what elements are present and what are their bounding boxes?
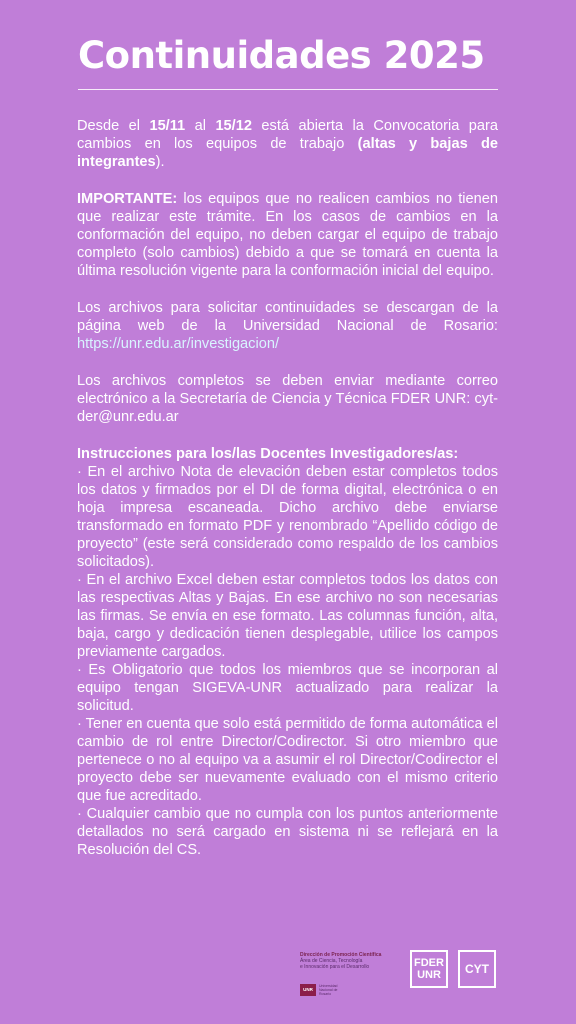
fder-unr-logo: [410, 950, 448, 988]
intro-bold-end: (altas y bajas de integrantes: [77, 136, 498, 170]
unr-text: Universidad Nacional de Rosario: [319, 984, 338, 996]
intro-text-1: Desde el: [77, 118, 150, 134]
send-paragraph: Los archivos completos se deben enviar mediante correo electrónico a la Secretaría de Ciencia y Técnica FDER UNR: cyt-der@unr.edu.ar: [77, 373, 498, 425]
intro-date-to: 15/12: [215, 118, 252, 134]
cyt-text: CYT: [465, 962, 489, 976]
fder-line-2: UNR: [417, 969, 441, 981]
unr-badge: UNR: [300, 984, 316, 996]
investigacion-link[interactable]: https://unr.edu.ar/investigacion/: [77, 336, 280, 352]
important-text: los equipos que no realicen cambios no tienen que realizar este trámite. En los casos de cambios en la conformación del equipo, no deben cargar el equipo de trabajo completo (solo cambios) debido a que se tomará en cuenta la última resolución vigente para la conformación inicial del equipo.: [77, 191, 498, 279]
dpc-line-1: Área de Ciencia, Tecnología: [300, 958, 363, 964]
dpc-logo: [300, 952, 400, 996]
downloads-paragraph: [77, 299, 498, 353]
instructions-heading: Instrucciones para los/las Docentes Investigadores/as:: [77, 446, 459, 462]
important-label: IMPORTANTE:: [77, 191, 178, 207]
downloads-text: Los archivos para solicitar continuidades se descargan de la página web de la Universidad Nacional de Rosario:: [77, 300, 498, 334]
intro-date-from: 15/11: [149, 118, 186, 134]
content: [77, 117, 498, 859]
intro-text-3: está abierta la Convocatoria para cambios en los equipos de trabajo: [77, 118, 498, 152]
instruction-item: · Cualquier cambio que no cumpla con los puntos anteriormente detallados no será cargado en sistema ni se reflejará en la Resolución del CS.: [77, 806, 498, 858]
instruction-item: · Tener en cuenta que solo está permitido de forma automática el cambio de rol entre Director/Codirector. Si otro miembro que pertenece o no al equipo va a asumir el rol Director/Codirector el proyecto debe ser nuevamente evaluado con el mismo criterio que fue acreditado.: [77, 716, 498, 804]
intro-end: ).: [155, 154, 165, 170]
dpc-title: Dirección de Promoción Científica: [300, 952, 382, 958]
footer: [0, 940, 576, 1024]
dpc-line-2: e Innovación para el Desarrollo: [300, 964, 370, 970]
intro-paragraph: [77, 117, 498, 171]
instruction-item: · Es Obligatorio que todos los miembros que se incorporan al equipo tengan SIGEVA-UNR actualizado para realizar la solicitud.: [77, 662, 498, 714]
intro-text-2: al: [185, 118, 216, 134]
instruction-item: · En el archivo Nota de elevación deben estar completos todos los datos y firmados por el DI de forma digital, electrónica o en hoja impresa escaneada. Dicho archivo debe enviarse transformado en formato PDF y renombrado “Apellido código de proyecto” (este será considerado como respaldo de los cambios solicitados).: [77, 464, 498, 570]
important-paragraph: [77, 190, 498, 280]
instruction-item: · En el archivo Excel deben estar completos todos los datos con las respectivas Altas y Bajas. En ese archivo no son necesarias las firmas. Se envía en ese formato. Las columnas función, alta, baja, cargo y dedicación tienen desplegable, utilice los campos previamente cargados.: [77, 572, 498, 660]
page-title: Continuidades 2025: [78, 34, 485, 77]
cyt-logo: [458, 950, 496, 988]
fder-line-1: FDER: [414, 957, 444, 969]
title-divider: [78, 89, 498, 90]
